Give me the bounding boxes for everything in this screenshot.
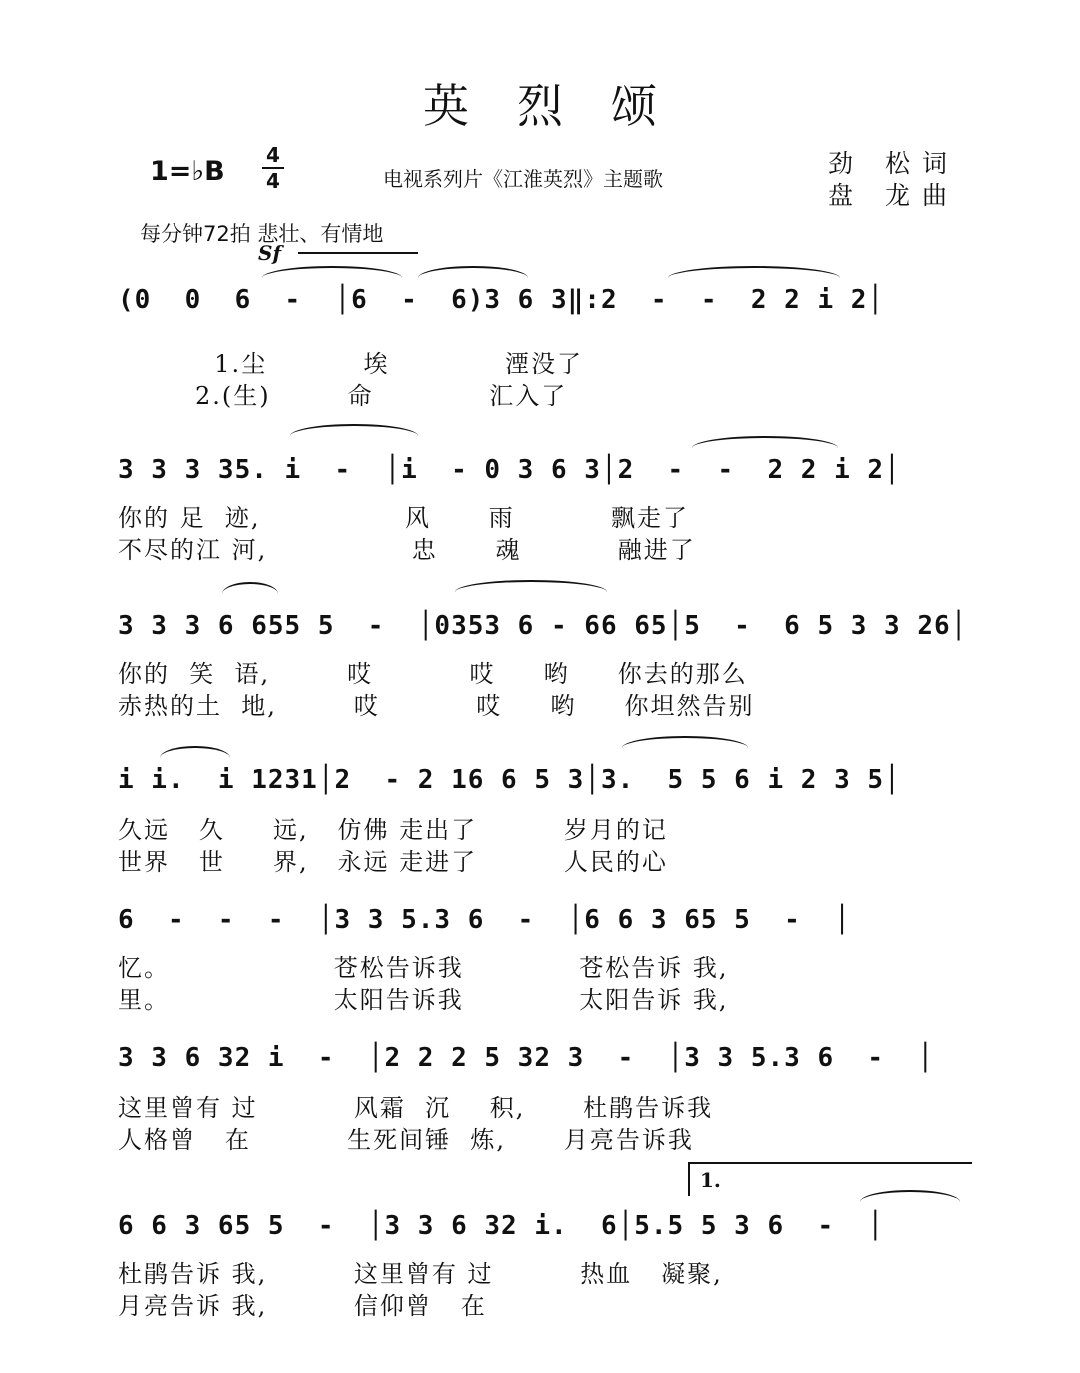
time-signature: [262, 144, 284, 192]
lyric-verse-2: 赤热的土 地, 哎 哎 哟 你坦然告别: [118, 692, 755, 720]
song-subtitle: 电视系列片《江淮英烈》主题歌: [383, 167, 663, 191]
lyric-verse-1: 忆。 苍松告诉我 苍松告诉 我,: [118, 954, 729, 982]
time-signature-top: 4: [266, 143, 280, 167]
lyric-verse-1: 久远 久 远, 仿佛 走出了 岁月的记: [118, 816, 668, 844]
lyric-verse-2: 2.(生) 命 汇入了: [118, 382, 568, 410]
lyricist-credit: 劲 松词: [828, 149, 959, 178]
tie-slur: [622, 736, 748, 748]
song-title: 英烈颂: [423, 79, 705, 133]
lyric-verse-1: 1.尘 埃 湮没了: [118, 350, 584, 378]
lyric-verse-2: 里。 太阳告诉我 太阳告诉 我,: [118, 986, 729, 1014]
tie-slur: [692, 436, 838, 448]
score-system-1: [118, 272, 978, 328]
notation-line: 6 - - - │3 3 5.3 6 - │6 6 3 65 5 - │: [118, 905, 851, 935]
lyric-verse-2: 不尽的江 河, 忠 魂 融进了: [118, 536, 696, 564]
lyric-verse-1: 杜鹃告诉 我, 这里曾有 过 热血 凝聚,: [118, 1260, 723, 1288]
tie-slur: [262, 266, 402, 278]
notation-line: 3 3 6 32 i - │2 2 2 5 32 3 - │3 3 5.3 6 - │: [118, 1043, 935, 1073]
tie-slur: [160, 746, 230, 758]
tie-slur: [222, 582, 278, 594]
lyric-verse-2: 人格曾 在 生死间锤 炼, 月亮告诉我: [118, 1126, 694, 1154]
lyric-verse-2: 月亮告诉 我, 信仰曾 在: [118, 1292, 487, 1320]
lyric-verse-2: 世界 世 界, 永远 走进了 人民的心: [118, 848, 668, 876]
tie-slur: [418, 266, 528, 278]
score-system-2: [118, 442, 978, 498]
lyric-verse-1: 这里曾有 过 风霜 沉 积, 杜鹃告诉我: [118, 1094, 714, 1122]
tempo-marking: 每分钟72拍 悲壮、有情地: [140, 222, 384, 246]
tie-slur: [668, 266, 840, 278]
score-system-4: [118, 752, 978, 808]
notation-line: 6 6 3 65 5 - │3 3 6 32 i. 6│5.5 5 3 6 - │: [118, 1211, 885, 1241]
time-signature-bottom: 4: [266, 169, 280, 193]
score-system-3: [118, 598, 978, 654]
notation-line: (0 0 6 - │6 - 6)3 6 3‖:2 - - 2 2 i 2│: [118, 285, 885, 315]
notation-line: 3 3 3 6 655 5 - │0353 6 - 66 65│5 - 6 5 3 3 26│: [118, 611, 968, 641]
lyric-verse-1: 你的 笑 语, 哎 哎 哟 你去的那么: [118, 660, 748, 688]
tie-slur: [290, 424, 418, 436]
composer-credit: 盘 龙曲: [828, 181, 959, 210]
dynamic-marking: Sf: [258, 241, 282, 265]
crescendo-line: [298, 252, 418, 254]
first-ending-label: 1.: [700, 1168, 721, 1192]
score-system-7: [118, 1198, 978, 1254]
score-system-5: [118, 892, 978, 948]
notation-line: i i. i 1231│2 - 2 16 6 5 3│3. 5 5 6 i 2 3 5│: [118, 765, 901, 795]
key-signature: 1=♭B: [150, 156, 225, 187]
score-system-6: [118, 1030, 978, 1086]
lyric-verse-1: 你的 足 迹, 风 雨 飘走了: [118, 504, 690, 532]
tie-slur: [455, 580, 607, 592]
notation-line: 3 3 3 35. i - │i - 0 3 6 3│2 - - 2 2 i 2│: [118, 455, 901, 485]
